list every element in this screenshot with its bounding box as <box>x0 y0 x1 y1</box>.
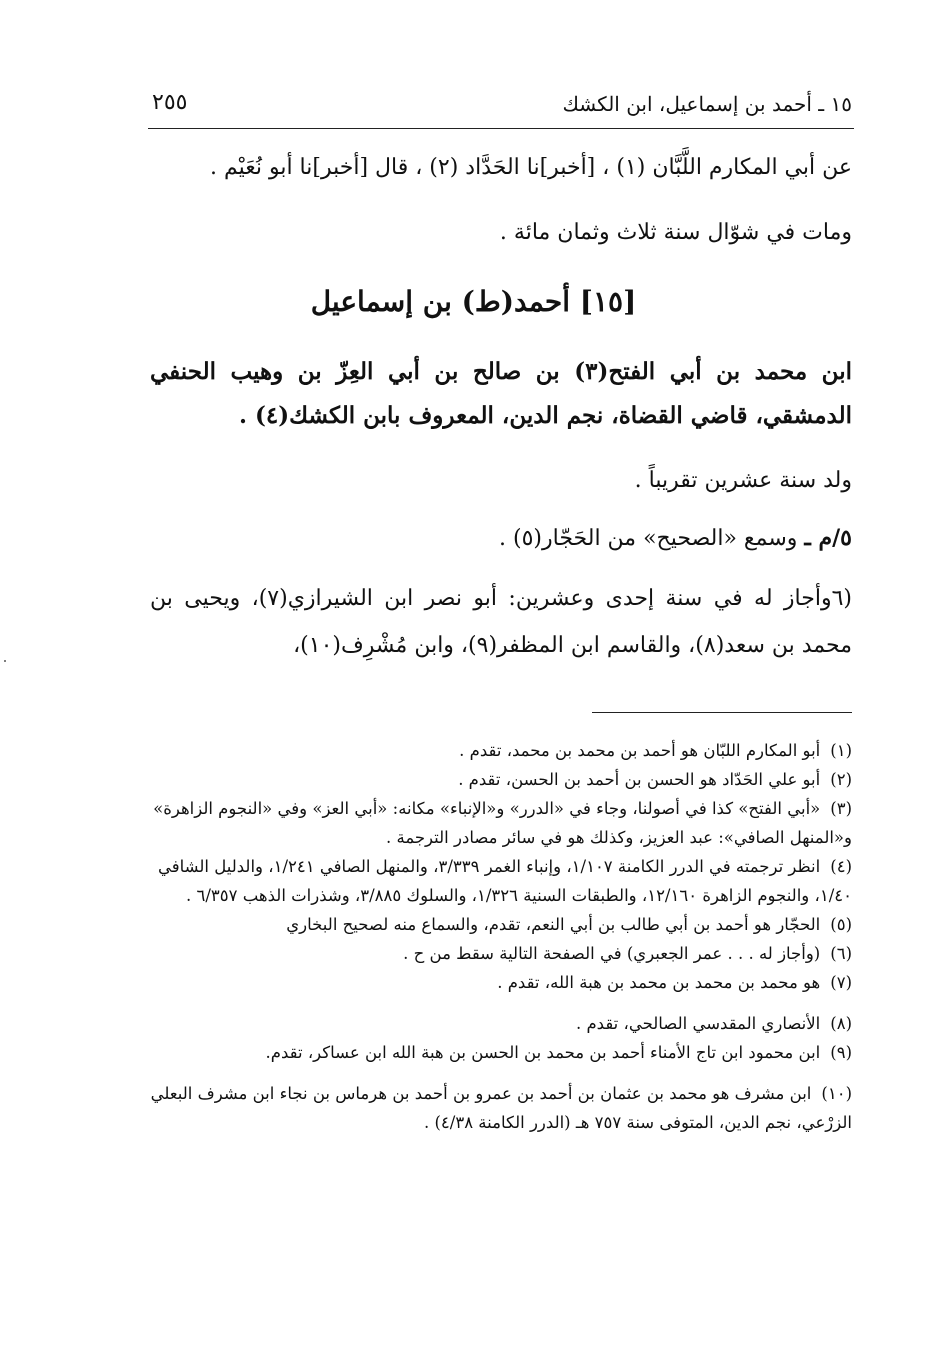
body-line-1: عن أبي المكارم اللَّبَّان (١) ، [أخبر]نا الحَدَّاد (٢) ، قال [أخبر]نا أبو نُعَيْم . <box>209 155 852 180</box>
running-title: ١٥ ـ أحمد بن إسماعيل، ابن الكشك <box>562 92 852 116</box>
footnote-9: (٩)ابن محمود ابن تاج الأمناء أحمد بن محمد بن الحسن بن هبة الله ابن عساكر، تقدم. <box>265 1043 852 1062</box>
entry-lineage: ابن محمد بن أبي الفتح(٣) بن صالح بن أبي العِزّ بن وهيب الحنفي الدمشقي، قاضي القضاة، نجم الدين، المعروف بابن الكشك(٤) . <box>150 358 852 429</box>
hearing-line <box>150 525 852 551</box>
hearing-marker: ٥/م ـ <box>804 525 852 551</box>
footnote-8: (٨)الأنصاري المقدسي الصالحي، تقدم . <box>575 1014 852 1033</box>
footnote-3: (٣)«أبي الفتح» كذا في أصولنا، وجاء في «الدرر» و«الإنباء» مكانه: «أبي العز» وفي «النجوم الزاهرة» و«المنهل الصافي»: عبد العزيز، وكذلك هو في سائر مصادر الترجمة . <box>153 799 852 847</box>
footnote-2: (٢)أبو علي الحَدّاد هو الحسن بن أحمد بن الحسن، تقدم . <box>458 770 852 789</box>
body-line-2: ومات في شوّال سنة ثلاث وثمان مائة . <box>499 220 852 245</box>
footnotes <box>150 736 852 1137</box>
footnote-5: (٥)الحجّار هو أحمد بن أبي طالب بن أبي النعم، تقدم، والسماع منه لصحيح البخاري <box>286 915 852 934</box>
entry-heading: [١٥] أحمد(ط) بن إسماعيل <box>310 285 637 318</box>
footnote-6: (٦)(وأجاز له . . . عمر الجعبري) في الصفحة التالية سقط من ح . <box>403 944 852 963</box>
footnote-4: (٤)انظر ترجمته في الدرر الكامنة ١/١٠٧، وإنباء الغمر ٣/٣٣٩، والمنهل الصافي ١/٢٤١، والدليل الشافي ١/٤٠، والنجوم الزاهرة ١٢/١٦٠، والطبقات السنية ١/٣٢٦، والسلوك ٣/٨٨٥، وشذرات الذهب ٦/٣٥٧ . <box>158 857 852 905</box>
footnote-gap <box>150 997 852 1009</box>
ijaza-paragraph: (٦وأجاز له في سنة إحدى وعشرين: أبو نصر ابن الشيرازي(٧)، ويحيى بن محمد بن سعد(٨)، والقاسم ابن المظفر(٩)، وابن مُشْرِف(١٠)، <box>150 586 853 658</box>
footnote-7: (٧)هو محمد بن محمد بن محمد بن هبة الله، تقدم . <box>497 973 852 992</box>
hearing-text: وسمع «الصحيح» من الحَجّار(٥) . <box>499 526 798 551</box>
birth-line: ولد سنة عشرين تقريباً . <box>634 468 852 493</box>
header-rule <box>148 128 854 129</box>
page-number: ٢٥٥ <box>152 90 188 115</box>
footnote-rule <box>592 712 852 713</box>
scan-speck <box>4 660 6 662</box>
footnote-10: (١٠)ابن مشرف هو محمد بن عثمان بن أحمد بن عمرو بن أحمد بن هرماس بن نجاء ابن مشرف البعلي الزرْعي، نجم الدين، المتوفى سنة ٧٥٧ هـ (الدرر الكامنة ٤/٣٨) . <box>150 1084 852 1132</box>
footnote-1: (١)أبو المكارم اللبّان هو أحمد بن محمد بن محمد، تقدم . <box>459 741 852 760</box>
footnote-gap <box>150 1067 852 1079</box>
